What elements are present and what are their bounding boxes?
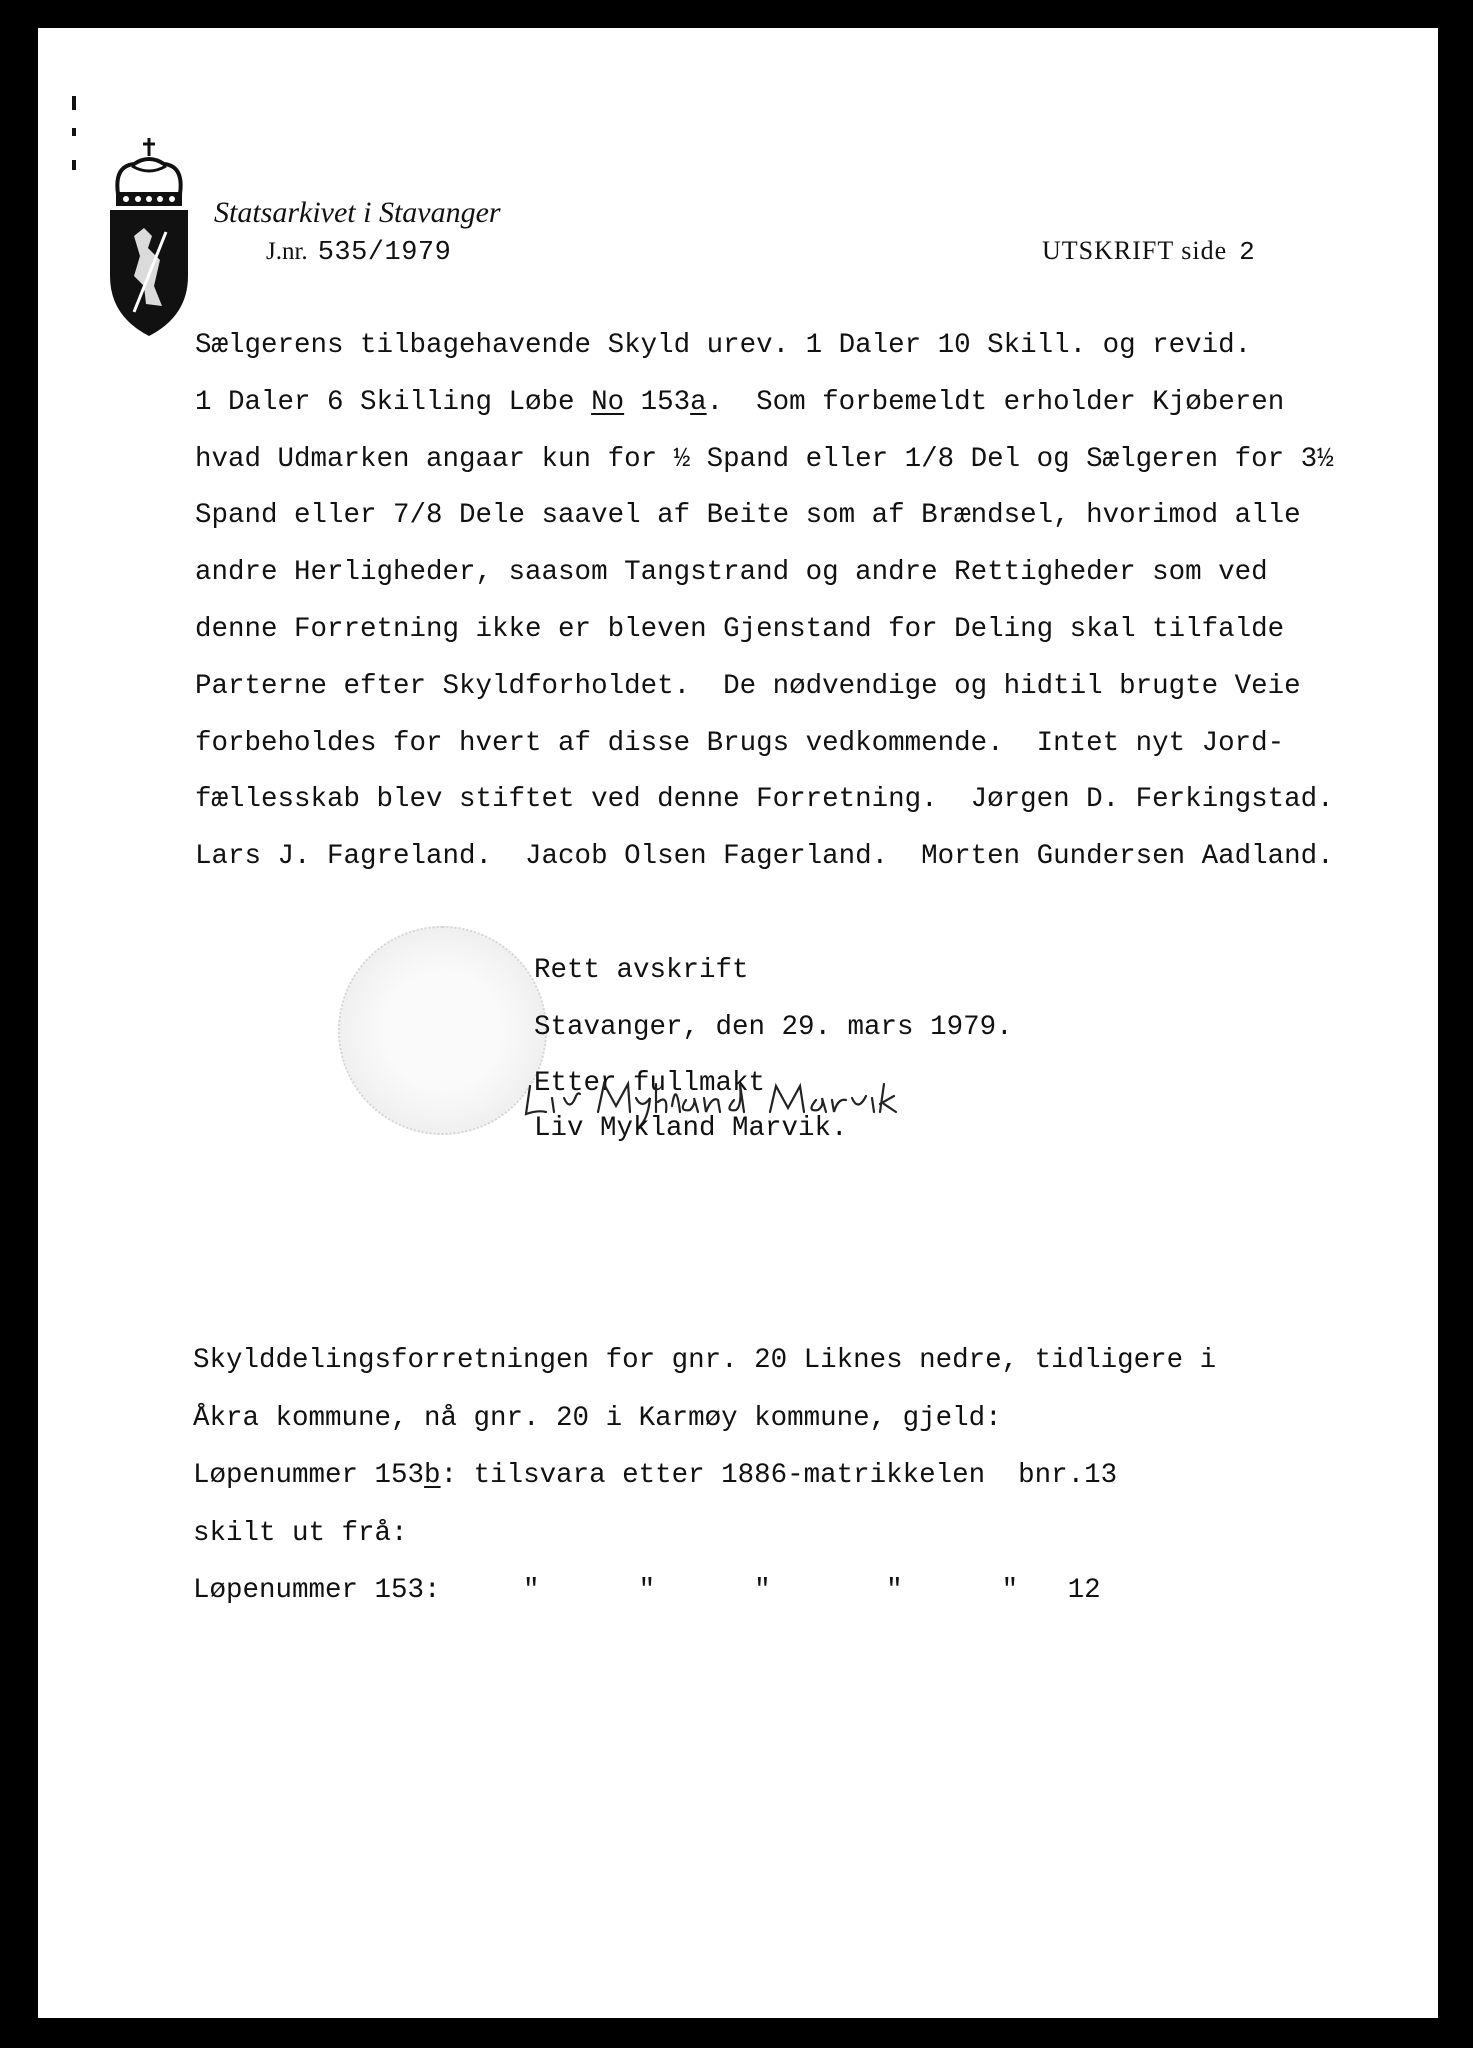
summary-line: Løpenummer 153b: tilsvara etter 1886-matrikkelen bnr.13	[193, 1460, 1118, 1491]
signer-name: Liv Mykland Marvik.	[534, 1113, 848, 1144]
faint-seal-stamp	[338, 926, 547, 1135]
institution-name: Statsarkivet i Stavanger	[214, 196, 501, 229]
summary-line: Løpenummer 153: " " " " " 12	[193, 1575, 1101, 1606]
coat-of-arms-icon	[104, 136, 194, 341]
body-line: Lars J. Fagreland. Jacob Olsen Fagerland. Morten Gundersen Aadland.	[195, 841, 1334, 873]
journal-number	[266, 238, 451, 268]
margin-mark	[72, 160, 76, 170]
body-line: forbeholdes for hvert af disse Brugs vedkommende. Intet nyt Jord-	[195, 727, 1285, 759]
body-line: Sælgerens tilbagehavende Skyld urev. 1 Daler 10 Skill. og revid.	[195, 330, 1252, 361]
body-line: 1 Daler 6 Skilling Løbe No 153a. Som forbemeldt erholder Kjøberen	[195, 386, 1285, 418]
margin-mark	[72, 128, 76, 136]
journal-number-value: 535/1979	[317, 238, 452, 268]
page-number: 2	[1239, 237, 1256, 267]
cert-line: Stavanger, den 29. mars 1979.	[534, 1011, 1013, 1043]
cert-line: Rett avskrift	[534, 955, 749, 986]
summary-line: Åkra kommune, nå gnr. 20 i Karmøy kommune, gjeld:	[193, 1402, 1002, 1434]
transcript-page-header	[1042, 236, 1256, 267]
document-body	[195, 318, 1334, 886]
summary-line: skilt ut frå:	[193, 1517, 408, 1549]
document-page	[38, 28, 1438, 2018]
margin-mark	[72, 96, 76, 110]
body-line: fællesskab blev stiftet ved denne Forretning. Jørgen D. Ferkingstad.	[195, 784, 1334, 816]
cert-line: Etter fullmakt	[534, 1068, 766, 1099]
body-line: denne Forretning ikke er bleven Gjenstand for Deling skal tilfalde	[195, 613, 1285, 645]
subdivision-summary	[193, 1332, 1216, 1620]
summary-line: Skylddelingsforretningen for gnr. 20 Liknes nedre, tidligere i	[193, 1345, 1217, 1376]
body-line: Spand eller 7/8 Dele saavel af Beite som af Brændsel, hvorimod alle	[195, 500, 1301, 532]
body-line: hvad Udmarken angaar kun for ½ Spand eller 1/8 Del og Sælgeren for 3½	[195, 443, 1334, 475]
transcript-label: UTSKRIFT side	[1042, 236, 1228, 265]
body-line: Parterne efter Skyldforholdet. De nødvendige og hidtil brugte Veie	[195, 670, 1301, 702]
journal-number-label: J.nr.	[266, 238, 308, 265]
body-line: andre Herligheder, saasom Tangstrand og andre Rettigheder som ved	[195, 557, 1268, 589]
